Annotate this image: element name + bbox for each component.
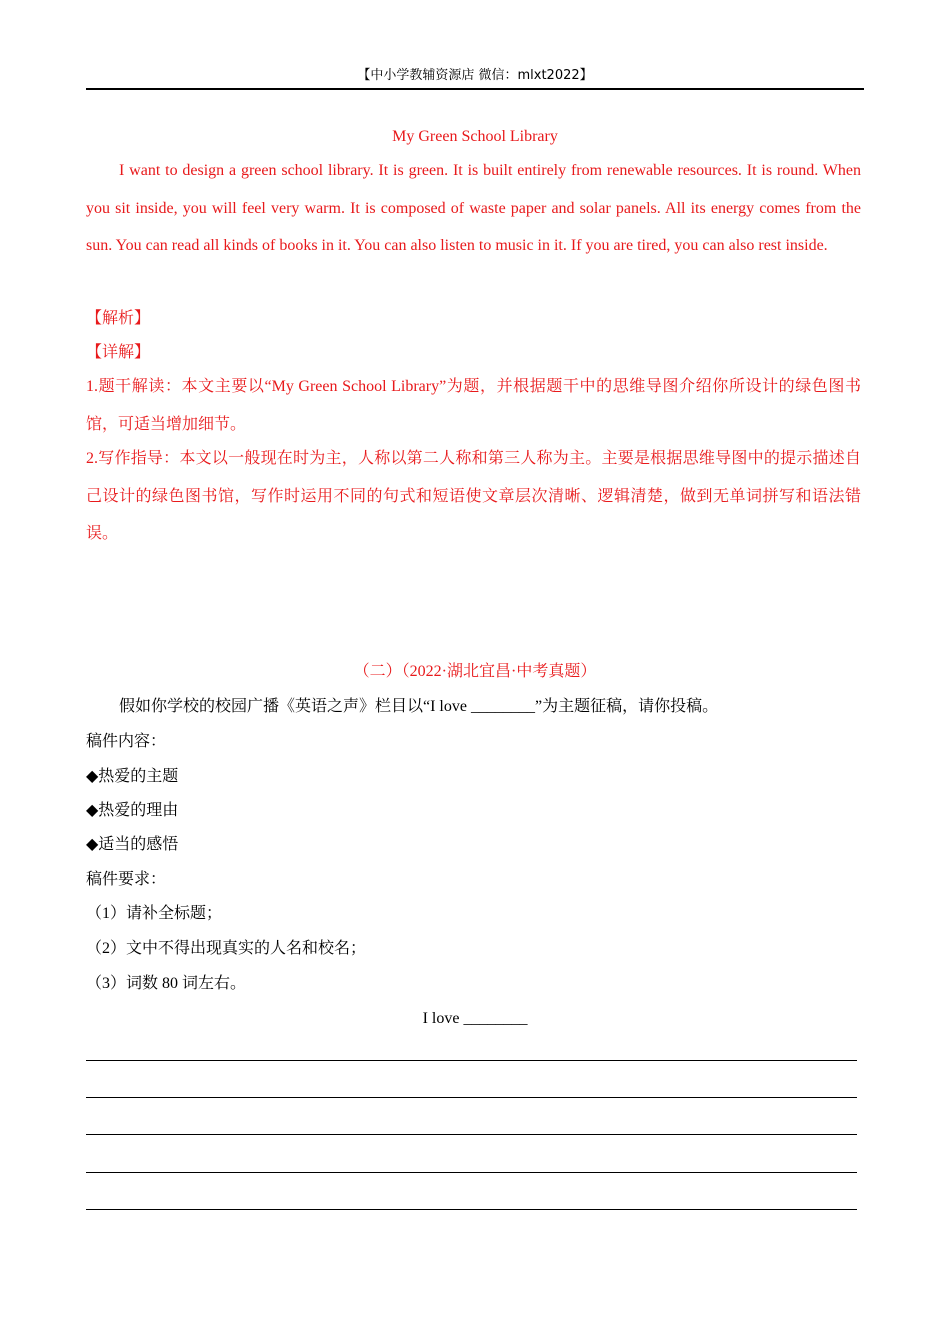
detail-label: 【详解】	[86, 344, 151, 361]
content-item: ◆热爱的理由	[86, 802, 179, 819]
answer-title: I love ________	[422, 1010, 528, 1027]
content-item: ◆热爱的主题	[86, 768, 179, 785]
header-text: 【中小学教辅资源店 微信：mlxt2022】	[357, 68, 593, 83]
writing-line[interactable]	[86, 1060, 857, 1061]
essay-body: I want to design a green school library. It is green. It is built entirely from renewable resources. It is round. When you sit inside, you will feel very warm. It is composed of waste paper and solar panels. All its energy comes from the sun. You can read all kinds of books in it. You can also listen to music in it. If you are tired, you can also rest inside.	[86, 162, 861, 254]
essay-title: My Green School Library	[392, 128, 558, 145]
question-heading	[86, 662, 864, 682]
writing-line[interactable]	[86, 1172, 857, 1173]
analysis-label: 【解析】	[86, 310, 151, 327]
page-header	[86, 66, 864, 90]
requirement-item: （3）词数 80 词左右。	[86, 975, 247, 992]
question-heading-text: （二）（2022·湖北宜昌·中考真题）	[353, 663, 597, 680]
requirement-item: （1）请补全标题；	[86, 905, 223, 922]
content-item: ◆适当的感悟	[86, 836, 179, 853]
requirement-item: （2）文中不得出现真实的人名和校名；	[86, 940, 367, 957]
writing-line[interactable]	[86, 1134, 857, 1135]
requirements-label: 稿件要求：	[86, 871, 167, 888]
content-label: 稿件内容：	[86, 733, 167, 750]
writing-line[interactable]	[86, 1209, 857, 1210]
analysis-point-2: 2.写作指导：本文以一般现在时为主，人称以第二人称和第三人称为主。主要是根据思维导图中的提示描述自己设计的绿色图书馆，写作时运用不同的句式和短语使文章层次清晰、逻辑清楚，做到无单词拼写和语法错误。	[86, 450, 861, 542]
writing-line[interactable]	[86, 1097, 857, 1098]
question-prompt: 假如你学校的校园广播《英语之声》栏目以“I love ________”为主题征稿，请你投稿。	[119, 698, 719, 715]
analysis-point-1: 1.题干解读：本文主要以“My Green School Library”为题，并根据题干中的思维导图介绍你所设计的绿色图书馆，可适当增加细节。	[86, 378, 861, 433]
